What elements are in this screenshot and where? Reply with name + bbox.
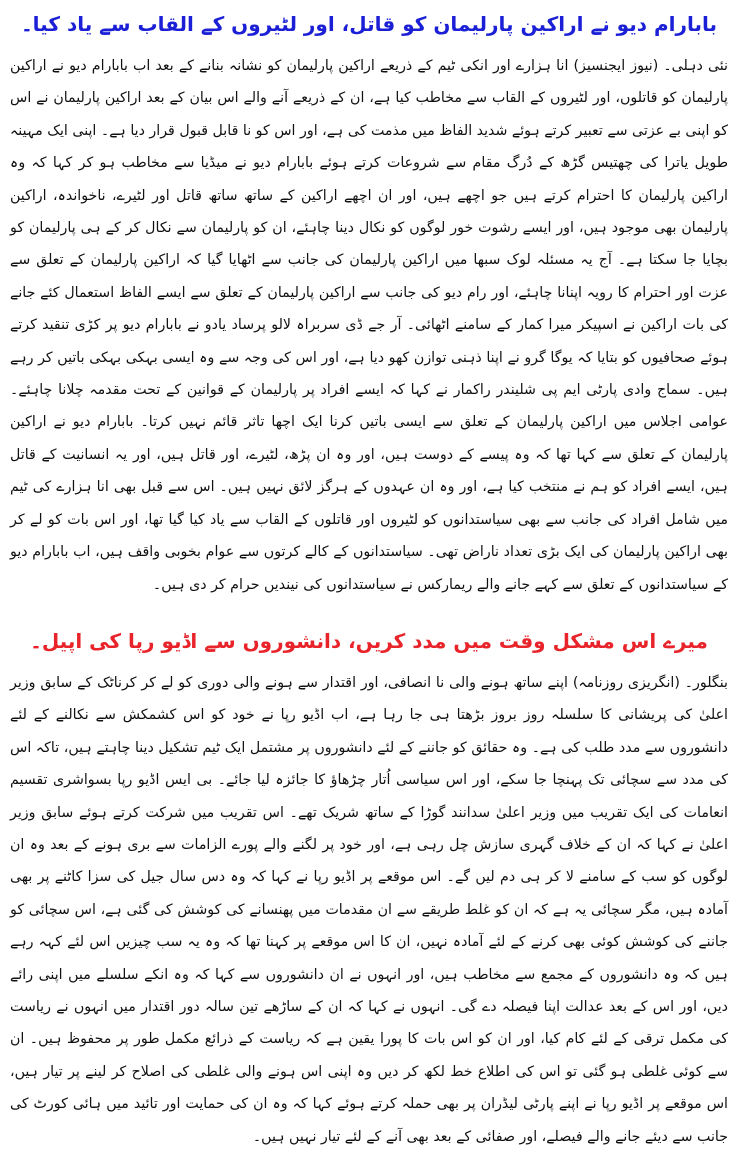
article-body: بنگلور۔ (انگریزی روزنامہ) اپنے ساتھ ہونے والی نا انصافی، اور اقتدار سے ہونے والی دوری کو لے کر کرناٹک کے سابق وزیر اعلیٰ کی پریشانی کا سلسلہ روز بروز بڑھتا ہی جا رہا ہے، اب اڈیو رپا نے خود کو اس کشمکش سے نکالنے کے لئے دانشوروں سے مدد طلب کی ہے۔ وہ حقائق کو جاننے کے لئے دانشوروں پر مشتمل ایک ٹیم تشکیل دینا چاہتے ہیں، تاکہ اس کی مدد سے سچائی تک پہنچا جا سکے، اور اس سیاسی اُتار چڑھاؤ کا جائزہ لیا جائے۔ بی ایس اڈیو رپا بسواشری تقسیم انعامات کی ایک تقریب میں وزیر اعلیٰ سدانند گوڑا کے ساتھ شریک تھے۔ اس تقریب میں شرکت کرتے ہوئے سابق وزیر اعلیٰ نے کہا کہ ان کے خلاف گہری سازش چل رہی ہے، اور خود پر لگنے والے پورے الزامات سے بری ہونے کے بعد وہ ان لوگوں کو سب کے سامنے لا کر ہی دم لیں گے۔ اس موقعے پر اڈیو رپا نے کہا کہ وہ دس سال جیل کی سزا کاٹنے پر بھی آمادہ ہیں، مگر سچائی یہ ہے کہ ان کو غلط طریقے سے ان مقدمات میں پھنسانے کی کوشش کی گئی ہے، اس سچائی کو جاننے کی کوشش کوئی بھی کرنے کے لئے آمادہ نہیں، ان کا اس موقعے پر کہنا تھا کہ وہ یہ سب چیزیں اس لئے کہہ رہے ہیں کہ وہ دانشوروں کے مجمع سے مخاطب ہیں، اور انہوں نے ان دانشوروں سے کہا کہ وہ انکے سلسلے میں اپنی رائے دیں، اور اس کے بعد عدالت اپنا فیصلہ دے گی۔ انہوں نے کہا کہ ان کے ساڑھے تین سالہ دور اقتدار میں انہوں نے ریاست کی مکمل ترقی کے لئے کام کیا، اور ان کو اس بات کا پورا یقین ہے کہ ریاست کے ذرائع مکمل طور پر محفوظ ہیں۔ ان سے کوئی غلطی ہو گئی تو اس کی اطلاع خط لکھ کر دیں وہ اپنی اس ہونے والی غلطی کی اصلاح کر لینے پر تیار ہیں، اس موقعے پر اڈیو رپا نے اپنے پارٹی لیڈران پر بھی حملہ کرتے ہوئے کہا کہ وہ ان کی حمایت اور تائید میں ہائی کورٹ کی جانب سے دیئے جانے والے فیصلے، اور صفائی کے بعد بھی آنے کے لئے تیار نہیں ہیں۔	[10, 674, 728, 1145]
article-yeddyurappa	[10, 623, 728, 1153]
article-headline: میرے اس مشکل وقت میں مدد کریں، دانشوروں سے اڈیو رپا کی اپیل۔	[30, 628, 708, 653]
article-body: نئی دہلی۔ (نیوز ایجنسیز) انا ہزارے اور انکی ٹیم کے ذریعے اراکین پارلیمان کو نشانہ بنانے کے بعد اب بابارام دیو نے اراکین پارلیمان کو قاتلوں، اور لٹیروں کے القاب سے مخاطب کیا ہے، ان کے ذریعے آنے والے اس بیان کے بعد اراکین پارلیمان نے اس کو اپنی بے عزتی سے تعبیر کرتے ہوئے شدید الفاظ میں مذمت کی ہے، اور اس کو نا قابل قبول قرار دیا ہے۔ اپنی ایک مہینہ طویل یاترا کی چھتیس گڑھ کے دُرگ مقام سے شروعات کرتے ہوئے بابارام دیو نے میڈیا سے مخاطب ہو کر کہا کہ وہ اراکین پارلیمان کا احترام کرتے ہیں جو اچھے ہیں، اور ان اچھے اراکین کے ساتھ ساتھ قاتل اور لٹیرے، ناخواندہ، اراکین پارلیمان بھی موجود ہیں، اور ایسے رشوت خور لوگوں کو نکال دینا چاہئے، ان کو پارلیمان سے نکال کر کے ہی پارلیمان کو بچایا جا سکتا ہے۔ آج یہ مسئلہ لوک سبھا میں اراکین پارلیمان کی جانب سے اٹھایا گیا کہ اراکین پارلیمان کے تعلق سے عزت اور احترام کا رویہ اپنانا چاہئے، اور رام دیو کی جانب سے اراکین پارلیمان کے تعلق سے ایسے الفاظ استعمال کئے جانے کی بات اراکین نے اسپیکر میرا کمار کے سامنے اٹھائی۔ آر جے ڈی سربراہ لالو پرساد یادو نے بابارام دیو پر کڑی تنقید کرتے ہوئے صحافیوں کو بتایا کہ یوگا گرو نے اپنا ذہنی توازن کھو دیا ہے، اور اس کی وجہ سے وہ ایسی بہکی بہکی باتیں کر رہے ہیں۔ سماج وادی پارٹی ایم پی شلیندر راکمار نے کہا کہ ایسے افراد پر پارلیمان کے قوانین کے تحت مقدمہ چلانا چاہئے۔ عوامی اجلاس میں اراکین پارلیمان کے تعلق سے ایسی باتیں کرنا ایک اچھا تاثر قائم نہیں کرتا۔ بابارام دیو نے اراکین پارلیمان کے تعلق سے کہا تھا کہ وہ پیسے کے دوست ہیں، اور وہ ان پڑھ، لٹیرے، اور قاتل ہیں، اور یہ انسانیت کے قاتل ہیں، ایسے افراد کو ہم نے منتخب کیا ہے، اور وہ ان عہدوں کے ہرگز لائق نہیں ہیں۔ اس سے قبل بھی انا ہزارے کی ٹیم میں شامل افراد کی جانب سے بھی سیاستدانوں کو لٹیروں اور قاتلوں کے القاب سے یاد کیا گیا تھا، اور اس بات کو لے کر بھی اراکین پارلیمان کی ایک بڑی تعداد ناراض تھی۔ سیاستدانوں کے کالے کرتوں سے عوام بخوبی واقف ہیں، اب بابارام دیو کے سیاستدانوں کے تعلق سے کہے جانے والے ریمارکس نے سیاستدانوں کی نیندیں حرام کر دی ہیں۔	[9, 58, 728, 593]
article-ramdev	[10, 6, 728, 601]
article-headline: بابارام دیو نے اراکین پارلیمان کو قاتل، اور لٹیروں کے القاب سے یاد کیا۔	[20, 12, 718, 36]
section-spacer	[10, 601, 728, 623]
